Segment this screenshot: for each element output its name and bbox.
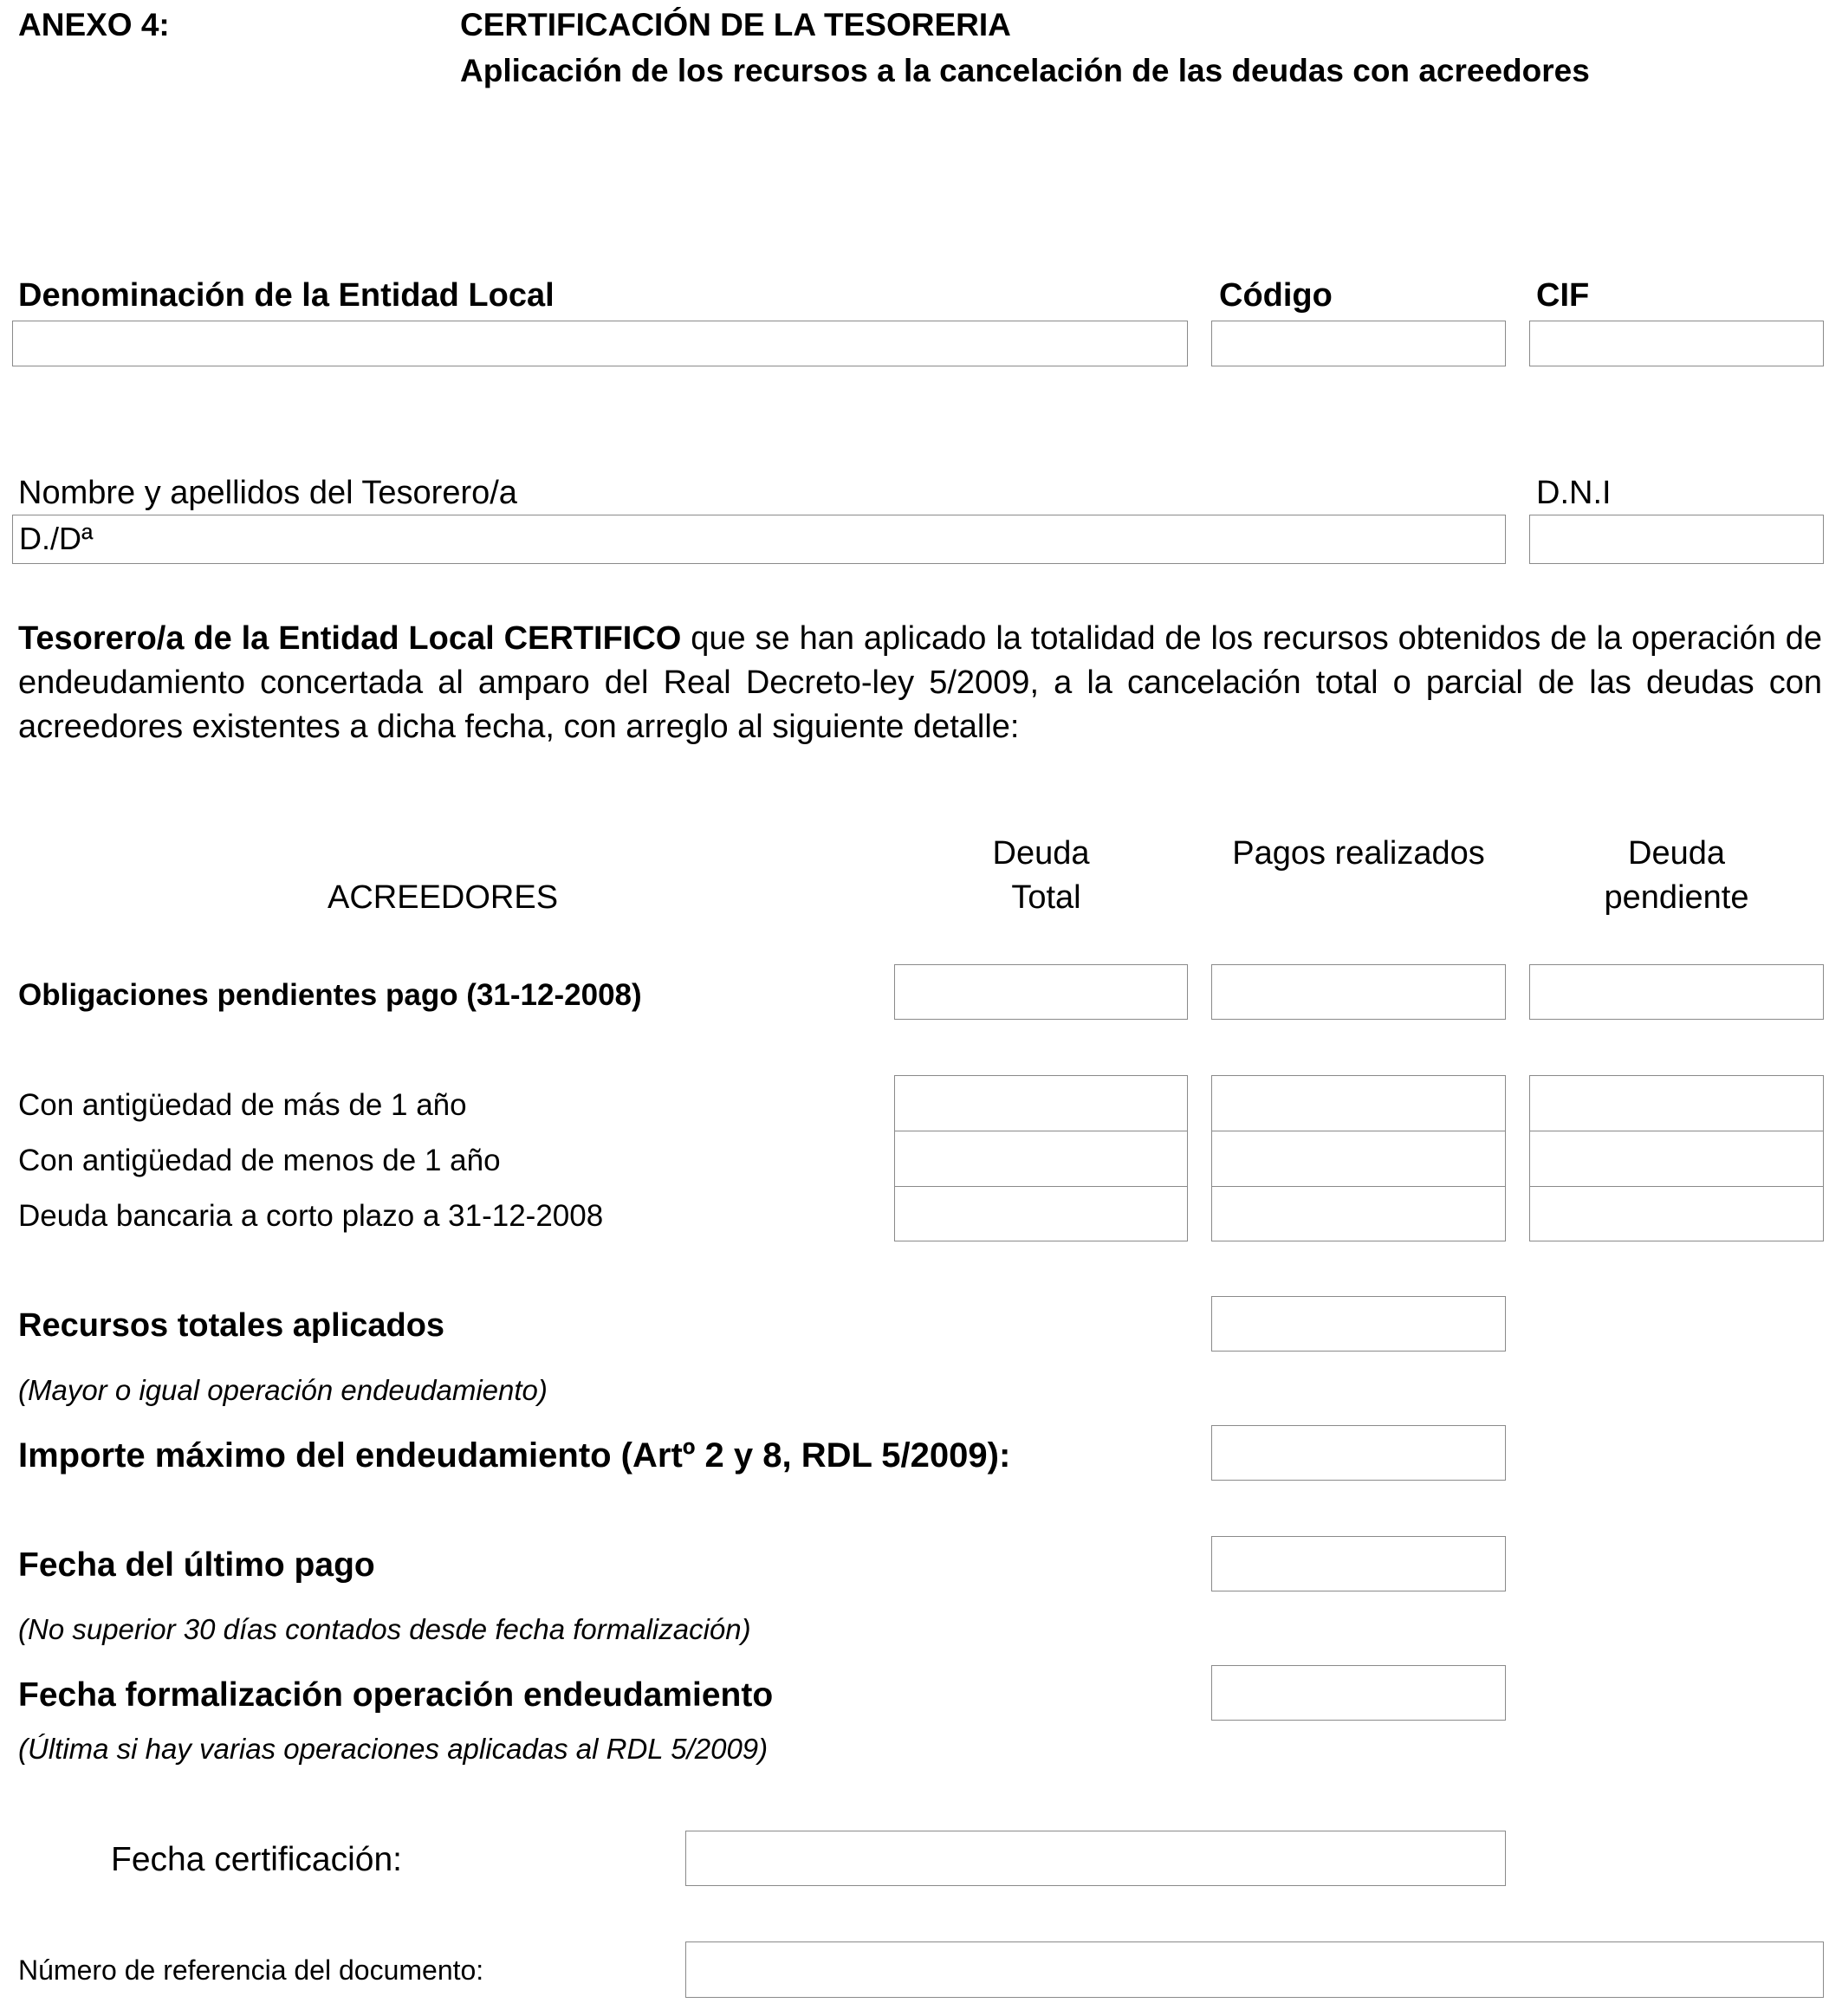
- document-title: CERTIFICACIÓN DE LA TESORERIA: [460, 7, 1011, 42]
- treasurer-name-prefix: D./Dª: [19, 521, 94, 556]
- treasurer-dni-label: D.N.I: [1536, 475, 1612, 511]
- row1-total-field[interactable]: [894, 1075, 1188, 1131]
- row1-paid-field[interactable]: [1211, 1075, 1506, 1131]
- entity-code-label: Código: [1219, 277, 1333, 314]
- total-resources-field[interactable]: [1211, 1296, 1506, 1352]
- pending-obligations-label: Obligaciones pendientes pago (31-12-2008): [18, 978, 642, 1012]
- pending-obligations-total-field[interactable]: [894, 964, 1188, 1020]
- treasurer-dni-field[interactable]: [1529, 515, 1824, 564]
- row2-paid-field[interactable]: [1211, 1131, 1506, 1187]
- formalization-date-label: Fecha formalización operación endeudamiento: [18, 1676, 774, 1714]
- entity-name-field[interactable]: [12, 321, 1188, 366]
- row2-pending-field[interactable]: [1529, 1131, 1824, 1187]
- row3-pending-field[interactable]: [1529, 1186, 1824, 1241]
- entity-name-label: Denominación de la Entidad Local: [18, 277, 555, 314]
- formalization-date-field[interactable]: [1211, 1665, 1506, 1721]
- certification-date-field[interactable]: [685, 1831, 1506, 1886]
- document-reference-label: Número de referencia del documento:: [18, 1954, 484, 1986]
- last-payment-date-label: Fecha del último pago: [18, 1546, 375, 1584]
- col-total-debt-line2: Total: [1011, 879, 1081, 916]
- table-row-label: Deuda bancaria a corto plazo a 31-12-2008: [18, 1199, 604, 1233]
- col-pending-debt-line1: Deuda: [1628, 835, 1725, 872]
- document-subtitle: Aplicación de los recursos a la cancelación de las deudas con acreedores: [460, 53, 1590, 88]
- annex-label: ANEXO 4:: [18, 7, 170, 42]
- row3-total-field[interactable]: [894, 1186, 1188, 1241]
- treasurer-name-label: Nombre y apellidos del Tesorero/a: [18, 475, 517, 511]
- certification-paragraph: [18, 617, 1822, 749]
- entity-code-field[interactable]: [1211, 321, 1506, 366]
- certification-lead: Tesorero/a de la Entidad Local CERTIFICO: [18, 620, 682, 657]
- pending-obligations-pending-field[interactable]: [1529, 964, 1824, 1020]
- last-payment-note: (No superior 30 días contados desde fecha formalización): [18, 1613, 751, 1645]
- last-payment-date-field[interactable]: [1211, 1536, 1506, 1591]
- row2-total-field[interactable]: [894, 1131, 1188, 1187]
- creditors-header: ACREEDORES: [328, 879, 559, 916]
- row3-paid-field[interactable]: [1211, 1186, 1506, 1241]
- formalization-note: (Última si hay varias operaciones aplicadas al RDL 5/2009): [18, 1733, 769, 1765]
- pending-obligations-paid-field[interactable]: [1211, 964, 1506, 1020]
- certification-date-label: Fecha certificación:: [111, 1841, 402, 1878]
- col-pending-debt-line2: pendiente: [1604, 879, 1749, 916]
- document-reference-field[interactable]: [685, 1941, 1824, 1998]
- max-debt-field[interactable]: [1211, 1425, 1506, 1481]
- treasurer-name-field[interactable]: [12, 515, 1506, 564]
- table-row-label: Con antigüedad de más de 1 año: [18, 1088, 467, 1122]
- total-resources-note: (Mayor o igual operación endeudamiento): [18, 1374, 548, 1406]
- entity-cif-label: CIF: [1536, 277, 1590, 314]
- col-total-debt-line1: Deuda: [992, 835, 1090, 872]
- table-row-label: Con antigüedad de menos de 1 año: [18, 1144, 501, 1177]
- entity-cif-field[interactable]: [1529, 321, 1824, 366]
- max-debt-label: Importe máximo del endeudamiento (Artº 2 y 8, RDL 5/2009):: [18, 1436, 1011, 1475]
- row1-pending-field[interactable]: [1529, 1075, 1824, 1131]
- col-payments-made: Pagos realizados: [1232, 835, 1485, 872]
- total-resources-label: Recursos totales aplicados: [18, 1307, 445, 1344]
- certification-body: que se han aplicado la totalidad de los recursos obtenidos de la operación de endeudamiento concertada al amparo del Real Decreto-ley 5/2009, a la cancelación total o parcial de las deudas con acreedores existentes a dicha fecha, con arreglo al siguiente detalle:: [18, 620, 1823, 745]
